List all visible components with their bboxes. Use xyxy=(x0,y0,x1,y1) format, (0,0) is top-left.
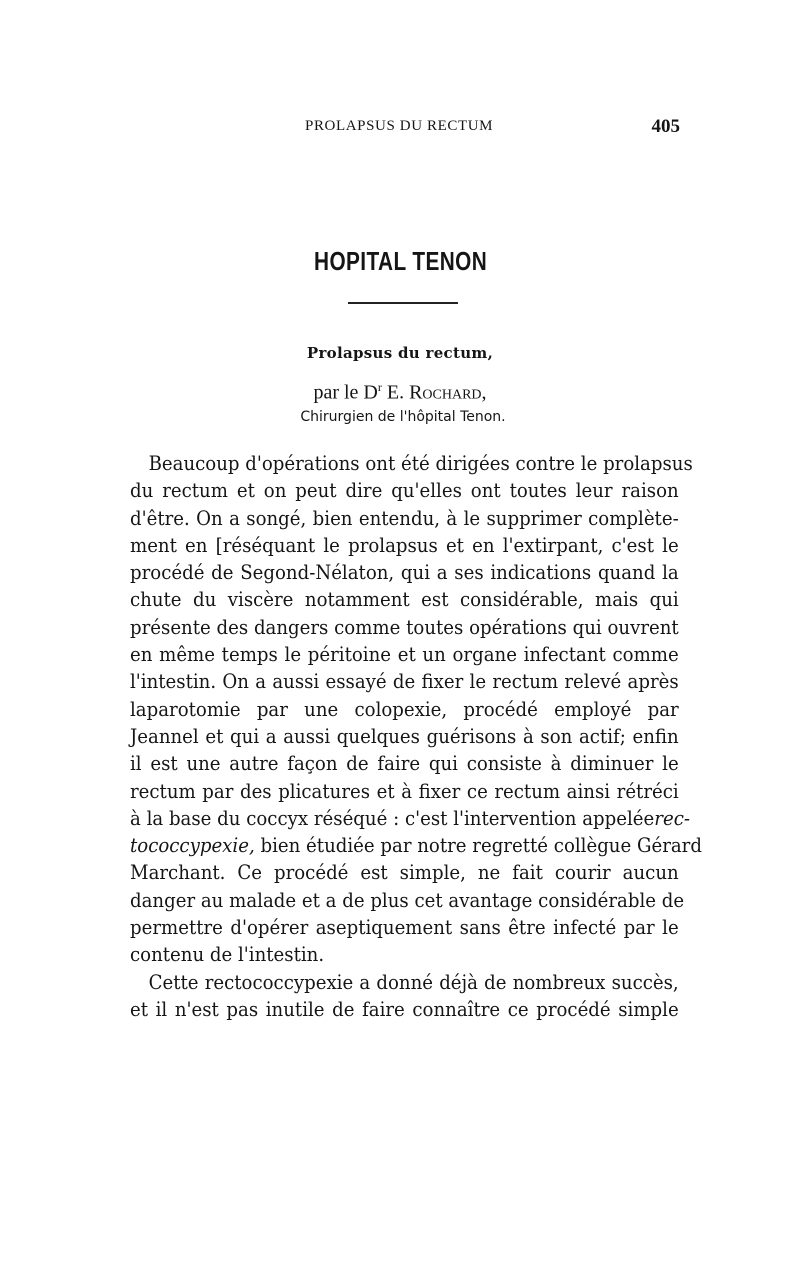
text-line: Cette rectococcypexie a donné déjà de nombreux succès, xyxy=(148,970,679,994)
hospital-heading: HOPITAL TENON xyxy=(314,246,488,276)
text-line: laparotomie par une colopexie, procédé employé par xyxy=(130,697,679,721)
running-header xyxy=(130,118,680,140)
section-divider xyxy=(348,302,458,304)
text-line: en même temps le péritoine et un organe infectant comme xyxy=(130,643,679,667)
author-affiliation: Chirurgien de l'hôpital Tenon. xyxy=(300,409,506,425)
body-text xyxy=(130,450,702,1023)
text-fragment: à la base du coccyx réséqué : c'est l'intervention appelée xyxy=(130,806,655,830)
author-title-sup: r xyxy=(377,380,382,394)
text-line: procédé de Segond-Nélaton, qui a ses indications quand la xyxy=(130,561,679,585)
text-line-with-italic xyxy=(130,832,702,859)
author-line xyxy=(0,380,800,405)
article-title: Prolapsus du rectum, xyxy=(306,344,494,362)
text-line: rectum par des plicatures et à fixer ce rectum ainsi rétréci xyxy=(130,779,679,803)
text-line: il est une autre façon de faire qui consiste à diminuer le xyxy=(130,752,679,776)
text-line: d'être. On a songé, bien entendu, à le supprimer complète- xyxy=(130,506,679,530)
text-line: l'intestin. On a aussi essayé de fixer le rectum relevé après xyxy=(130,670,679,694)
page-number: 405 xyxy=(651,116,680,137)
text-line-with-italic xyxy=(130,805,690,832)
text-line: ment en [réséquant le prolapsus et en l'extirpant, c'est le xyxy=(130,533,679,557)
text-line: permettre d'opérer aseptiquement sans être infecté par le xyxy=(130,916,679,940)
text-line: Jeannel et qui a aussi quelques guérisons à son actif; enfin xyxy=(130,724,679,748)
text-line: Marchant. Ce procédé est simple, ne fait courir aucun xyxy=(130,861,679,885)
text-line: présente des dangers comme toutes opérations qui ouvrent xyxy=(130,615,679,639)
italic-fragment: rec- xyxy=(654,806,690,830)
text-line: contenu de l'intestin. xyxy=(130,943,325,967)
text-line: et il n'est pas inutile de faire connaître ce procédé simple xyxy=(130,997,679,1021)
text-line: chute du viscère notamment est considérable, mais qui xyxy=(130,588,679,612)
running-title: PROLAPSUS DU RECTUM xyxy=(305,118,494,134)
text-line: Beaucoup d'opérations ont été dirigées contre le prolapsus xyxy=(148,452,693,475)
italic-fragment: tococcypexie, xyxy=(130,834,255,858)
text-line: du rectum et on peut dire qu'elles ont toutes leur raison xyxy=(130,479,679,503)
text-line: danger au malade et a de plus cet avantage considérable de xyxy=(130,888,685,912)
author-prefix: par le D xyxy=(313,381,378,404)
author-name: E. Rochard, xyxy=(381,381,487,404)
text-fragment: bien étudiée par notre regretté collègue Gérard xyxy=(254,834,702,858)
